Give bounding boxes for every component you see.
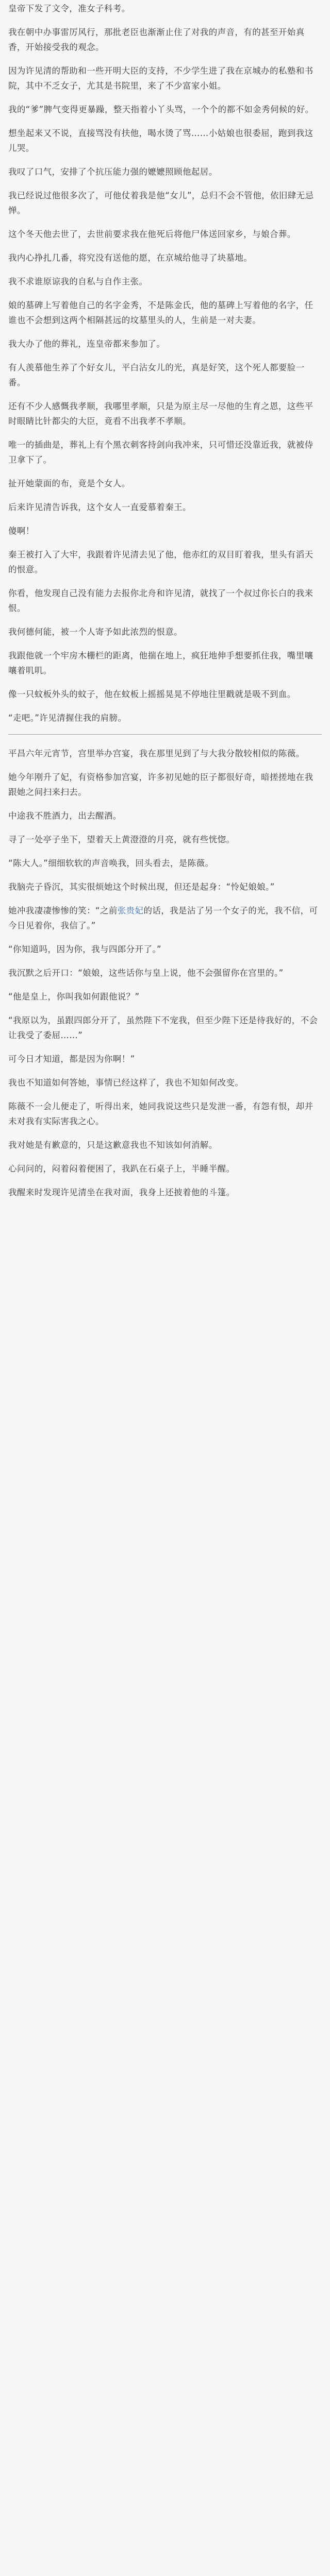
paragraph: 你看，他发现自己没有能力去报你北舟和许见清，就找了一个叔过你长白的我来恨。 (8, 588, 314, 613)
highlighted-name-link[interactable]: 张贵妃 (117, 906, 144, 916)
paragraph: 中途我不胜酒力，出去醒酒。 (8, 811, 122, 821)
paragraph: 扯开她蒙面的布，竟是个女人。 (8, 479, 130, 488)
paragraph: 陈薇不一会儿便走了，听得出来，她同我说这些只是发泄一番，有怨有恨，却并未对我有实际害我之心。 (8, 1101, 314, 1126)
paragraph: 我也不知道如何答她，事情已经这样了，我也不知如何改变。 (8, 1078, 244, 1088)
paragraph: 秦王被打入了大牢，我跟着许见清去见了他，他赤红的双目盯着我，里头有滔天的恨意。 (8, 550, 314, 574)
paragraph: 我内心挣扎几番，将究没有送他的愿，在京城给他寻了块墓地。 (8, 253, 253, 263)
paragraph: 我对她是有歉意的，只是这歉意我也不知该如何消解。 (8, 1140, 218, 1150)
paragraph: 可今日才知道，都是因为你啊！” (8, 1054, 135, 1064)
chapter-part-3 (8, 942, 322, 1200)
paragraph: 唯一的插曲是，葬礼上有个黑衣刺客持剑向我冲来，只可惜还没靠近我，就被侍卫拿下了。 (8, 440, 314, 465)
paragraph: 像一只蚊板外头的蚊子，他在蚊板上摇摇晃晃不停地往里戳就是吸不到血。 (8, 689, 296, 699)
paragraph: 有人羡慕他生养了个好女儿，平白沾女儿的光，真是好笑，这个死人都要脸一番。 (8, 363, 305, 387)
paragraph: 后来许见清告诉我，这个女人一直爱慕着秦王。 (8, 502, 191, 512)
paragraph: 心问问的，闷着闷着便困了，我趴在石桌子上，半睡半醒。 (8, 1164, 235, 1174)
paragraph: 娘的墓碑上写着他自己的名字金秀，不是陈金氏，他的墓碑上写着他的名字，任谁也不会想到这两个相隔甚远的坟墓里头的人，生前是一对夫妻。 (8, 300, 314, 325)
paragraph: 她今年刚升了妃，有资格参加宫宴，许多初见她的臣子都很好奇，暗搓搓地在我跟她之间扫来扫去。 (8, 772, 314, 797)
paragraph: “陈大人。”细细软软的声音唤我，回头看去，是陈薇。 (8, 858, 214, 868)
paragraph: “他是皇上，你叫我如何跟他说？” (8, 992, 140, 1002)
section-divider (8, 734, 322, 735)
paragraph: 想坐起来又不说，直接骂没有扶他，喝水烫了骂……小姑娘也很委屈，跑到我这儿哭。 (8, 128, 314, 153)
chapter-part-1 (8, 1, 322, 725)
paragraph: 我的“爹”脾气变得更暴躁，整天指着小丫头骂，一个个的都不如金秀伺候的好。 (8, 105, 314, 114)
paragraph: 我跟他就一个牢房木栅栏的距离，他揣在地上，疯狂地伸手想要抓住我，嘴里嚷嚷着叽叽。 (8, 651, 314, 675)
paragraph: 我沉默之后开口：“娘娘，这些话你与皇上说，他不会强留你在宫里的。” (8, 968, 284, 978)
paragraph: 平昌六年元宵节，宫里举办宫宴，我在那里见到了与大我分散较相似的陈薇。 (8, 749, 305, 758)
paragraph: 我已经说过他很多次了，可他仗着我是他“女儿”，总归不会不管他，依旧肆无忌惮。 (8, 191, 314, 215)
paragraph: 我脑壳子昏沉，其实很烦她这个时候出现，但还是起身：“怜妃娘娘。” (8, 882, 275, 892)
paragraph: 我叹了口气，安排了个抗压能力强的嬷嬷照顾他起居。 (8, 167, 218, 177)
paragraph-text: 的话，我是沾了另一个女子的光，我不信，可今日见着你，我信了。” (8, 906, 318, 930)
paragraph: 我在朝中办事雷厉风行，那批老臣也渐渐止住了对我的声音，有的甚至开始真香，开始接受我的观念。 (8, 27, 305, 52)
paragraph: 我醒来时发现许见清坐在我对面，我身上还披着他的斗篷。 (8, 1188, 235, 1197)
paragraph: “走吧。”许见清握住我的肩膀。 (8, 713, 127, 723)
paragraph: 皇帝下发了文令，准女子科考。 (8, 4, 130, 13)
paragraph-text: 她冲我凄凄惨惨的笑：“之前 (8, 906, 118, 916)
paragraph: 我不求谁原谅我的自私与自作主张。 (8, 277, 148, 286)
paragraph: 因为许见清的帮助和一些开明大臣的支持，不少学生进了我在京城办的私塾和书院，其中不乏女子，尤其是书院里，来了不少富家小姐。 (8, 66, 314, 91)
paragraph: 我何德何能，被一个人寄予如此浓烈的恨意。 (8, 627, 183, 637)
paragraph: “你知道吗，因为你，我与四郎分开了。” (8, 944, 161, 954)
paragraph: 傻啊！ (8, 526, 35, 536)
paragraph: 寻了一处亭子坐下，望着天上黄澄澄的月亮，就有些恍惚。 (8, 835, 235, 844)
chapter-part-2 (8, 746, 322, 761)
chapter-part-2-body (8, 770, 322, 894)
paragraph: 我大办了他的葬礼，连皇帝都来参加了。 (8, 339, 166, 349)
paragraph-with-name (8, 903, 322, 933)
paragraph: 还有不少人感慨我孝顺，我哪里孝顺，只是为原主尽一尽他的生育之恩，这些平时眼睛比针都尖的大臣，竟看不出我孝不孝顺。 (8, 401, 314, 426)
paragraph: 这个冬天他去世了，去世前要求我在他死后将他尸体送回家乡，与娘合葬。 (8, 229, 296, 239)
paragraph: “我原以为，虽跟四郎分开了，虽然陛下不宠我，但至少陛下还是待我好的，不会让我受了委屈……” (8, 1015, 318, 1040)
